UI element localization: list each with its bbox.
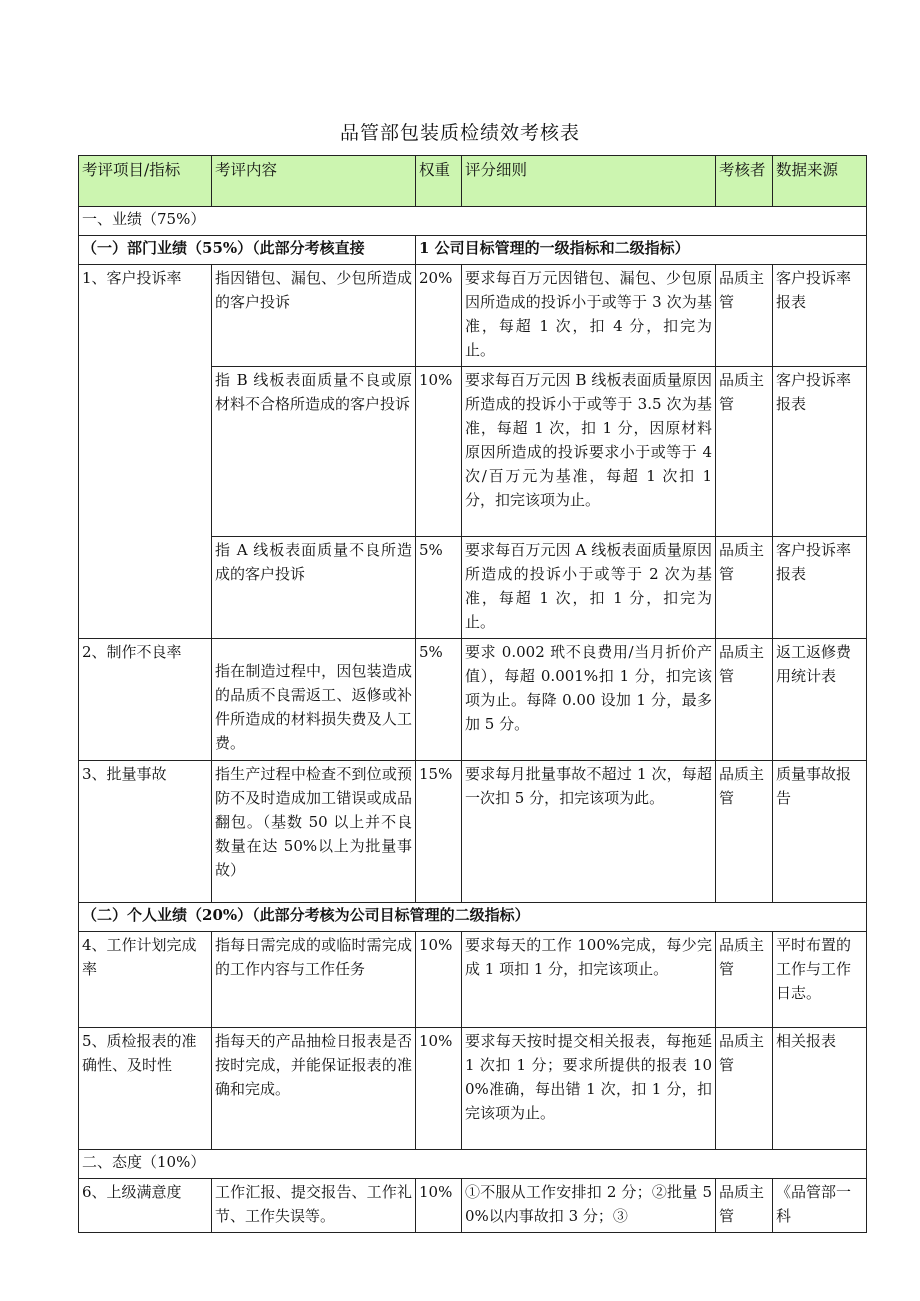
source-cell: 质量事故报告	[773, 761, 867, 903]
assessor-cell: 品质主管	[716, 761, 773, 903]
table-row	[79, 932, 867, 1028]
assessor-cell: 品质主管	[716, 932, 773, 1028]
item-cell: 5、质检报表的准确性、及时性	[79, 1028, 212, 1150]
header-detail: 评分细则	[462, 156, 716, 207]
section-label-tail: 1 公司目标管理的一级指标和二级指标）	[416, 236, 867, 265]
source-cell: 《品管部一科	[773, 1179, 867, 1233]
section-row-personal	[79, 903, 867, 932]
assessor-cell: 品质主管	[716, 1179, 773, 1233]
detail-cell: 要求每百万元因 B 线板表面质量原因所造成的投诉小于或等于 3.5 次为基准，每超 1 次，扣 1 分，因原材料原因所造成的投诉要求小于或等于 4 次/百万元为基准，每超 1 次扣 1 分，扣完该项为止。	[462, 367, 716, 537]
detail-cell: 要求 0.002 玳不良费用/当月折价产值），每超 0.001%扣 1 分，扣完该项为止。每降 0.00 设加 1 分，最多加 5 分。	[462, 639, 716, 761]
weight-cell: 20%	[416, 265, 462, 367]
weight-cell: 5%	[416, 537, 462, 639]
table-row	[79, 761, 867, 903]
source-cell: 返工返修费用统计表	[773, 639, 867, 761]
kpi-table	[78, 155, 867, 1233]
source-cell: 平时布置的工作与工作日志。	[773, 932, 867, 1028]
section-label: 二、态度（10%）	[79, 1150, 867, 1179]
page-title: 品管部包装质检绩效考核表	[339, 122, 580, 144]
weight-cell: 5%	[416, 639, 462, 761]
header-source: 数据来源	[773, 156, 867, 207]
table-row	[79, 1179, 867, 1233]
content-cell: 指因错包、漏包、少包所造成的客户投诉	[212, 265, 416, 367]
source-cell: 客户投诉率报表	[773, 367, 867, 537]
section-row-performance	[79, 207, 867, 236]
assessor-cell: 品质主管	[716, 265, 773, 367]
weight-cell: 15%	[416, 761, 462, 903]
section-row-department	[79, 236, 867, 265]
assessor-cell: 品质主管	[716, 1028, 773, 1150]
weight-cell: 10%	[416, 367, 462, 537]
header-content: 考评内容	[212, 156, 416, 207]
item-cell: 3、批量事故	[79, 761, 212, 903]
source-cell: 相关报表	[773, 1028, 867, 1150]
item-cell: 2、制作不良率	[79, 639, 212, 761]
detail-cell: 要求每百万元因 A 线板表面质量原因所造成的投诉小于或等于 2 次为基准，每超 1 次，扣 1 分，扣完为止。	[462, 537, 716, 639]
assessor-cell: 品质主管	[716, 639, 773, 761]
weight-cell: 10%	[416, 932, 462, 1028]
item-cell: 4、工作计划完成率	[79, 932, 212, 1028]
header-weight: 权重	[416, 156, 462, 207]
section-label: （一）部门业绩（55%）（此部分考核直接	[79, 236, 416, 265]
section-label: （二）个人业绩（20%）（此部分考核为公司目标管理的二级指标）	[79, 903, 867, 932]
assessor-cell: 品质主管	[716, 537, 773, 639]
table-row	[79, 639, 867, 761]
table-row	[79, 265, 867, 367]
header-item: 考评项目/指标	[79, 156, 212, 207]
detail-cell: 要求每百万元因错包、漏包、少包原因所造成的投诉小于或等于 3 次为基准，每超 1 次，扣 4 分，扣完为止。	[462, 265, 716, 367]
weight-cell: 10%	[416, 1028, 462, 1150]
content-cell: 指每日需完成的或临时需完成的工作内容与工作任务	[212, 932, 416, 1028]
table-header-row	[79, 156, 867, 207]
section-label: 一、业绩（75%）	[79, 207, 867, 236]
content-cell: 指在制造过程中，因包装造成的品质不良需返工、返修或补件所造成的材料损失费及人工费。	[212, 639, 416, 761]
source-cell: 客户投诉率报表	[773, 537, 867, 639]
source-cell: 客户投诉率报表	[773, 265, 867, 367]
item-cell: 1、客户投诉率	[79, 265, 212, 639]
detail-cell: 要求每天的工作 100%完成，每少完成 1 项扣 1 分，扣完该项止。	[462, 932, 716, 1028]
header-assessor: 考核者	[716, 156, 773, 207]
content-cell: 工作汇报、提交报告、工作礼节、工作失误等。	[212, 1179, 416, 1233]
content-cell: 指 A 线板表面质量不良所造成的客户投诉	[212, 537, 416, 639]
content-cell: 指每天的产品抽检日报表是否按时完成，并能保证报表的准确和完成。	[212, 1028, 416, 1150]
detail-cell: 要求每天按时提交相关报表，每拖延 1 次扣 1 分；要求所提供的报表 100%准确，每出错 1 次，扣 1 分，扣完该项为止。	[462, 1028, 716, 1150]
table-row	[79, 1028, 867, 1150]
item-cell: 6、上级满意度	[79, 1179, 212, 1233]
content-cell: 指生产过程中检查不到位或预防不及时造成加工错误或成品翻包。（基数 50 以上并不良数量在达 50%以上为批量事故）	[212, 761, 416, 903]
weight-cell: 10%	[416, 1179, 462, 1233]
section-row-attitude	[79, 1150, 867, 1179]
assessor-cell: 品质主管	[716, 367, 773, 537]
content-cell: 指 B 线板表面质量不良或原材料不合格所造成的客户投诉	[212, 367, 416, 537]
detail-cell: 要求每月批量事故不超过 1 次，每超一次扣 5 分，扣完该项为此。	[462, 761, 716, 903]
detail-cell: ①不服从工作安排扣 2 分；②批量 50%以内事故扣 3 分；③	[462, 1179, 716, 1233]
